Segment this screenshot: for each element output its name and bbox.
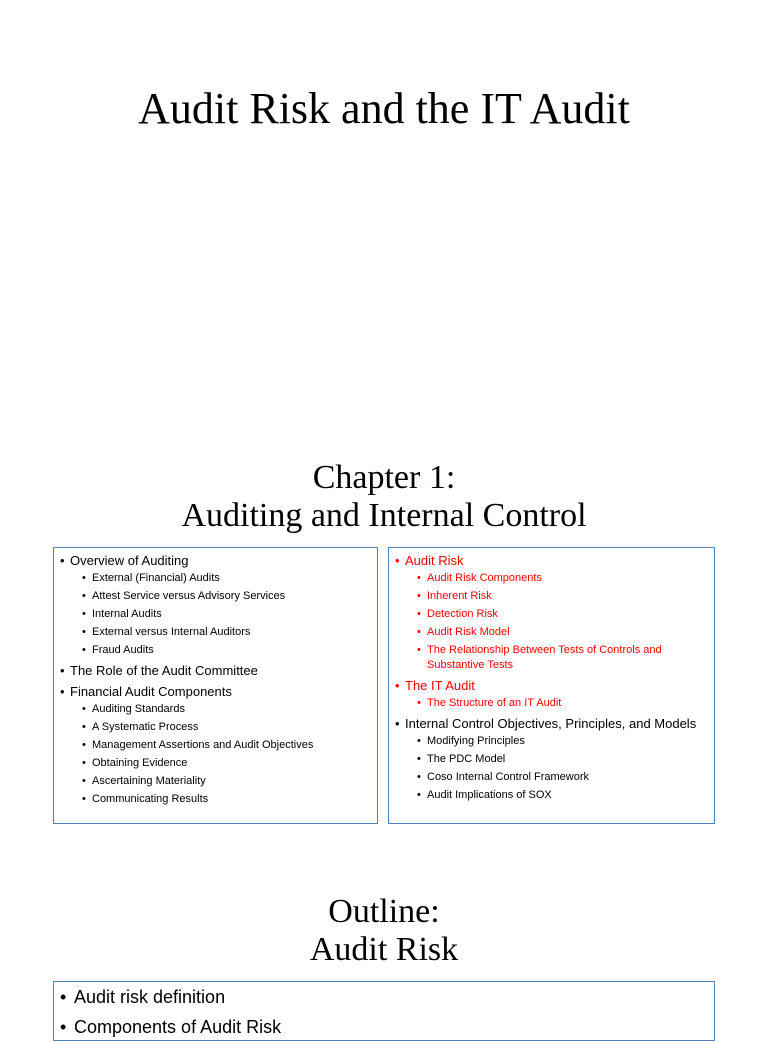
list-item-label: Audit Risk [405, 553, 464, 568]
list-item-label: Overview of Auditing [70, 553, 189, 568]
sub-list-item: • Auditing Standards [70, 702, 369, 717]
sub-list-item: • Management Assertions and Audit Objectives [70, 738, 369, 753]
sub-list-item: • External (Financial) Audits [70, 571, 369, 586]
list-item: • Components of Audit Risk [60, 1014, 706, 1040]
sub-list-item: • Audit Implications of SOX [405, 788, 706, 803]
outline-list-left [54, 548, 377, 807]
slide-title: Audit Risk and the IT Audit [138, 84, 630, 133]
outline-list-right [389, 548, 714, 803]
sub-list-item: • Fraud Audits [70, 643, 369, 658]
outline-title [0, 893, 768, 969]
outline-title-line1: Outline: [328, 893, 440, 930]
outline-box [53, 981, 715, 1041]
sub-list [70, 571, 369, 658]
list-item-highlighted [395, 552, 706, 673]
sub-list [405, 696, 706, 711]
sub-list-item: • Communicating Results [70, 792, 369, 807]
sub-list [405, 571, 706, 673]
list-item [395, 715, 706, 803]
sub-list-item: • Modifying Principles [405, 734, 706, 749]
sub-list-item: • Audit Risk Model [405, 625, 706, 640]
sub-list [405, 734, 706, 803]
sub-list-item: • A Systematic Process [70, 720, 369, 735]
sub-list-item: • The Relationship Between Tests of Controls and Substantive Tests [405, 643, 706, 673]
list-item-label: The Role of the Audit Committee [70, 663, 258, 678]
list-item [60, 552, 369, 658]
chapter-title [0, 459, 768, 535]
list-item [60, 662, 369, 679]
sub-list-item: • The PDC Model [405, 752, 706, 767]
sub-list-item: • Detection Risk [405, 607, 706, 622]
outline-list [54, 982, 714, 1040]
chapter-title-line1: Chapter 1: [312, 459, 456, 496]
list-item-highlighted [395, 677, 706, 711]
list-item-label: Internal Control Objectives, Principles, and Models [405, 716, 697, 731]
chapter-title-line2: Auditing and Internal Control [181, 497, 587, 534]
chapter-outline-right-box [388, 547, 715, 824]
list-item-label: Financial Audit Components [70, 684, 232, 699]
list-item [60, 683, 369, 807]
sub-list-item: • Attest Service versus Advisory Services [70, 589, 369, 604]
list-item-label: The IT Audit [405, 678, 475, 693]
list-item: • Audit risk definition [60, 984, 706, 1010]
chapter-outline-left-box [53, 547, 378, 824]
sub-list-item: • The Structure of an IT Audit [405, 696, 706, 711]
sub-list-item: • Ascertaining Materiality [70, 774, 369, 789]
outline-title-line2: Audit Risk [309, 931, 459, 968]
sub-list-item: • Coso Internal Control Framework [405, 770, 706, 785]
sub-list-item: • Audit Risk Components [405, 571, 706, 586]
sub-list [70, 702, 369, 807]
sub-list-item: • Internal Audits [70, 607, 369, 622]
sub-list-item: • External versus Internal Auditors [70, 625, 369, 640]
sub-list-item: • Obtaining Evidence [70, 756, 369, 771]
sub-list-item: • Inherent Risk [405, 589, 706, 604]
